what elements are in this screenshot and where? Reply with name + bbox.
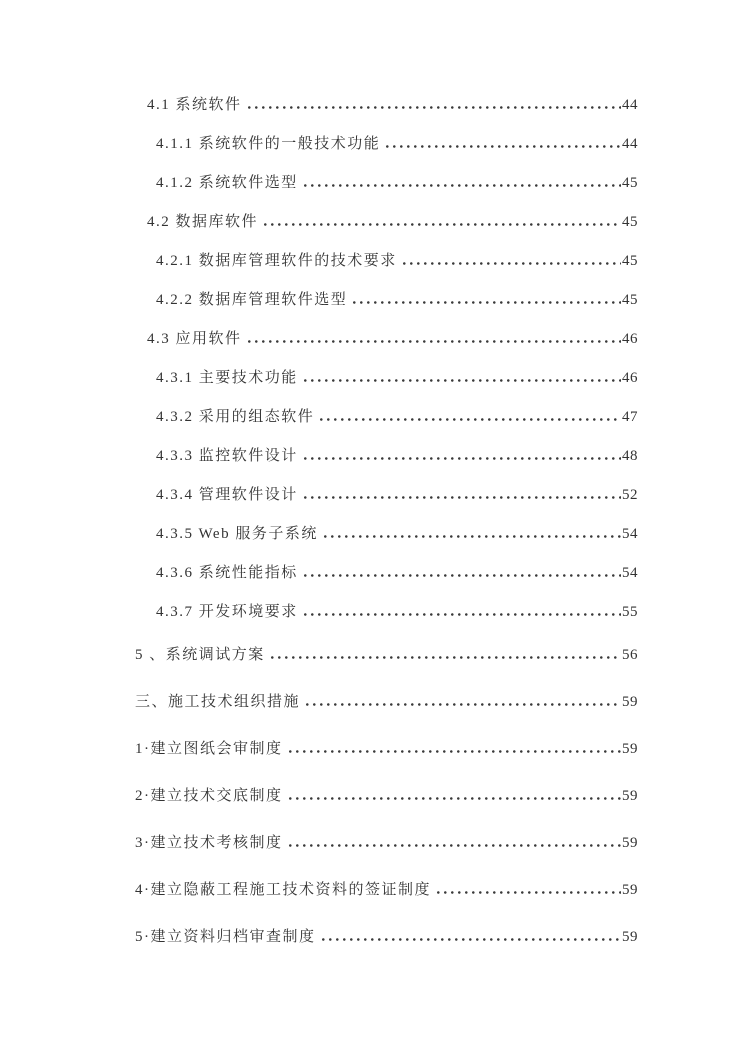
toc-entry-label: 4.2 数据库软件 xyxy=(147,214,259,230)
dot-leader xyxy=(304,184,621,187)
dot-leader xyxy=(386,145,621,148)
toc-entry-label: 5 、系统调试方案 xyxy=(135,647,265,663)
dot-leader xyxy=(289,750,622,753)
toc-entry-page: 44 xyxy=(622,97,638,113)
toc-entry-label: 4.1 系统软件 xyxy=(147,97,242,113)
toc-entry-page: 54 xyxy=(622,565,638,581)
dot-leader xyxy=(289,797,622,800)
toc-entry-label: 2·建立技术交底制度 xyxy=(135,788,283,804)
dot-leader xyxy=(248,106,621,109)
toc-entry-label: 4.2.1 数据库管理软件的技术要求 xyxy=(156,253,397,269)
toc-entry-page: 56 xyxy=(622,647,638,663)
toc-entry-label: 4.1.2 系统软件选型 xyxy=(156,175,298,191)
toc-entry[interactable] xyxy=(135,820,638,867)
toc-entry-page: 59 xyxy=(622,741,638,757)
toc-entry-page: 45 xyxy=(622,292,638,308)
dot-leader xyxy=(324,535,621,538)
dot-leader xyxy=(403,262,621,265)
toc-entry[interactable] xyxy=(135,515,638,554)
toc-entry-page: 59 xyxy=(622,694,638,710)
toc-entry-page: 55 xyxy=(622,604,638,620)
dot-leader xyxy=(304,574,621,577)
toc-entry[interactable] xyxy=(135,359,638,398)
toc-entry-label: 5·建立资料归档审查制度 xyxy=(135,929,316,945)
toc-entry-page: 54 xyxy=(622,526,638,542)
toc-entry-page: 47 xyxy=(622,409,638,425)
dot-leader xyxy=(304,457,621,460)
toc-entry[interactable] xyxy=(135,593,638,632)
toc-entry-label: 4.3.7 开发环境要求 xyxy=(156,604,298,620)
toc-entry-label: 4.2.2 数据库管理软件选型 xyxy=(156,292,348,308)
toc-entry-page: 45 xyxy=(622,253,638,269)
toc-entry[interactable] xyxy=(135,86,638,125)
dot-leader xyxy=(320,418,621,421)
toc-entry-label: 4.3.6 系统性能指标 xyxy=(156,565,298,581)
toc-entry-page: 52 xyxy=(622,487,638,503)
toc-entry-label: 4.3.2 采用的组态软件 xyxy=(156,409,315,425)
dot-leader xyxy=(271,656,621,659)
toc-entry-label: 3·建立技术考核制度 xyxy=(135,835,283,851)
toc-entry[interactable] xyxy=(135,773,638,820)
toc-entry[interactable] xyxy=(135,398,638,437)
toc-entry-label: 4.3.4 管理软件设计 xyxy=(156,487,298,503)
toc-entry-page: 48 xyxy=(622,448,638,464)
dot-leader xyxy=(304,496,621,499)
toc-entry-label: 三、施工技术组织措施 xyxy=(135,694,301,710)
toc-entry-label: 4.3.5 Web 服务子系统 xyxy=(156,526,318,542)
toc-entry[interactable] xyxy=(135,242,638,281)
toc-entry-label: 4·建立隐蔽工程施工技术资料的签证制度 xyxy=(135,882,431,898)
toc-entry-page: 59 xyxy=(622,929,638,945)
toc-entry-label: 4.3 应用软件 xyxy=(147,331,242,347)
dot-leader xyxy=(304,613,621,616)
toc-entry-label: 4.3.3 监控软件设计 xyxy=(156,448,298,464)
dot-leader xyxy=(304,379,621,382)
toc-entry-page: 45 xyxy=(622,175,638,191)
toc-entry-page: 45 xyxy=(622,214,638,230)
toc-entry-page: 46 xyxy=(622,331,638,347)
toc-entry[interactable] xyxy=(135,554,638,593)
toc-entry[interactable] xyxy=(135,914,638,961)
dot-leader xyxy=(289,844,622,847)
toc-entry[interactable] xyxy=(135,320,638,359)
dot-leader xyxy=(353,301,621,304)
toc-entry[interactable] xyxy=(135,203,638,242)
dot-leader xyxy=(306,703,621,706)
toc-entry[interactable] xyxy=(135,632,638,679)
dot-leader xyxy=(248,340,621,343)
toc-entry-label: 4.3.1 主要技术功能 xyxy=(156,370,298,386)
toc-entry[interactable] xyxy=(135,164,638,203)
toc-entry-page: 59 xyxy=(622,835,638,851)
toc-entry-label: 1·建立图纸会审制度 xyxy=(135,741,283,757)
toc-entry[interactable] xyxy=(135,125,638,164)
toc-entry-page: 44 xyxy=(622,136,638,152)
toc-entry[interactable] xyxy=(135,437,638,476)
toc-entry-page: 46 xyxy=(622,370,638,386)
dot-leader xyxy=(264,223,621,226)
toc-entry-page: 59 xyxy=(622,788,638,804)
toc-entry-page: 59 xyxy=(622,882,638,898)
toc-entry[interactable] xyxy=(135,726,638,773)
toc-entry[interactable] xyxy=(135,281,638,320)
toc-entry[interactable] xyxy=(135,867,638,914)
dot-leader xyxy=(322,938,622,941)
toc-entry[interactable] xyxy=(135,679,638,726)
toc-entry[interactable] xyxy=(135,476,638,515)
dot-leader xyxy=(437,891,621,894)
toc-list xyxy=(135,86,638,961)
toc-entry-label: 4.1.1 系统软件的一般技术功能 xyxy=(156,136,381,152)
